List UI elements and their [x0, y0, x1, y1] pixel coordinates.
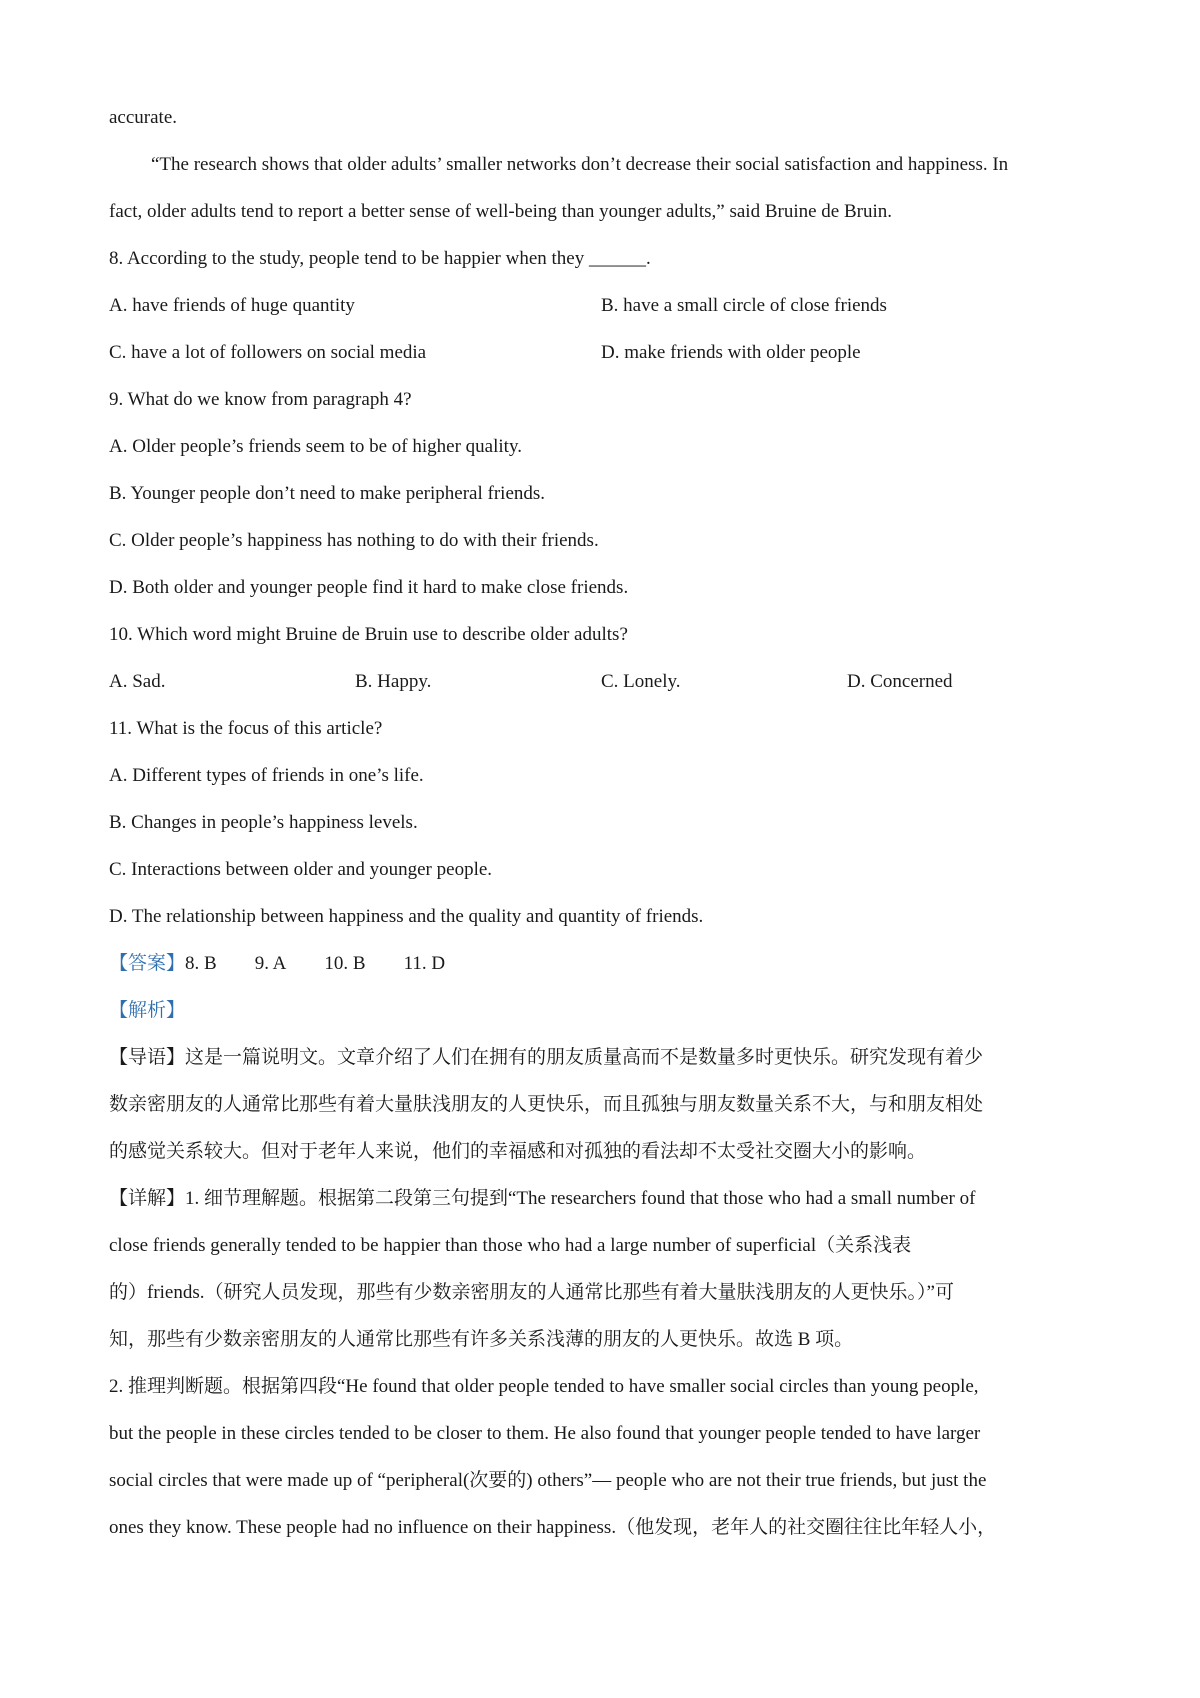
passage-line: fact, older adults tend to report a better sense of well-being than younger adults,” said Bruine de Bruin. [109, 201, 892, 222]
answer-line [109, 952, 1101, 976]
question-10-option-b: B. Happy. [355, 671, 432, 692]
question-9-option-d: D. Both older and younger people find it hard to make close friends. [109, 577, 629, 598]
question-8-option-a: A. have friends of huge quantity [109, 295, 355, 316]
analysis-q2-line: but the people in these circles tended to be closer to them. He also found that younger people tended to have larger [109, 1423, 981, 1444]
answer-item: 11. D [403, 953, 446, 974]
analysis-detail-line: close friends generally tended to be happier than those who had a large number of superficial（关系浅表 [109, 1235, 912, 1256]
question-8-stem: 8. According to the study, people tend to be happier when they ______. [109, 248, 651, 269]
analysis-intro-line: 数亲密朋友的人通常比那些有着大量肤浅朋友的人更快乐，而且孤独与朋友数量关系不大，与和朋友相处 [109, 1094, 984, 1115]
analysis-tag: 【解析】 [109, 1000, 186, 1021]
question-8-option-b: B. have a small circle of close friends [601, 295, 887, 316]
question-9-option-b: B. Younger people don’t need to make peripheral friends. [109, 483, 546, 504]
analysis-intro-line: 的感觉关系较大。但对于老年人来说，他们的幸福感和对孤独的看法却不太受社交圈大小的影响。 [109, 1141, 927, 1162]
question-8-option-c: C. have a lot of followers on social media [109, 342, 427, 363]
question-9-option-a: A. Older people’s friends seem to be of higher quality. [109, 436, 522, 457]
question-8-option-d: D. make friends with older people [601, 342, 861, 363]
question-10-stem: 10. Which word might Bruine de Bruin use to describe older adults? [109, 624, 628, 645]
question-10-option-c: C. Lonely. [601, 671, 681, 692]
question-11-stem: 11. What is the focus of this article? [109, 718, 383, 739]
analysis-intro-line: 【导语】这是一篇说明文。文章介绍了人们在拥有的朋友质量高而不是数量多时更快乐。研究发现有着少 [109, 1047, 984, 1068]
question-9-stem: 9. What do we know from paragraph 4? [109, 389, 412, 410]
analysis-q2-line: ones they know. These people had no influence on their happiness.（他发现，老年人的社交圈往往比年轻人小， [109, 1517, 997, 1538]
question-11-option-d: D. The relationship between happiness and the quality and quantity of friends. [109, 906, 704, 927]
question-11-option-c: C. Interactions between older and younger people. [109, 859, 493, 880]
answer-tag: 【答案】 [109, 953, 186, 974]
passage-line: accurate. [109, 107, 178, 128]
answer-item: 10. B [324, 953, 366, 974]
analysis-q2-line: social circles that were made up of “peripheral(次要的) others”— people who are not their true friends, but just the [109, 1470, 987, 1491]
question-10-option-d: D. Concerned [847, 671, 953, 692]
answer-item: 8. B [185, 953, 217, 974]
question-11-option-b: B. Changes in people’s happiness levels. [109, 812, 418, 833]
question-9-option-c: C. Older people’s happiness has nothing to do with their friends. [109, 530, 599, 551]
question-11-option-a: A. Different types of friends in one’s life. [109, 765, 424, 786]
answer-item: 9. A [254, 953, 287, 974]
analysis-detail-line: 的）friends.（研究人员发现，那些有少数亲密朋友的人通常比那些有着大量肤浅朋友的人更快乐。）”可 [109, 1282, 954, 1303]
analysis-detail-line: 知，那些有少数亲密朋友的人通常比那些有许多关系浅薄的朋友的人更快乐。故选 B 项。 [109, 1329, 854, 1350]
question-10-option-a: A. Sad. [109, 671, 166, 692]
analysis-q2-line: 2. 推理判断题。根据第四段“He found that older people tended to have smaller social circles than young people, [109, 1376, 979, 1397]
passage-line: “The research shows that older adults’ smaller networks don’t decrease their social satisfaction and happiness. In [151, 154, 1009, 175]
analysis-detail-line: 【详解】1. 细节理解题。根据第二段第三句提到“The researchers found that those who had a small number of [109, 1188, 976, 1209]
